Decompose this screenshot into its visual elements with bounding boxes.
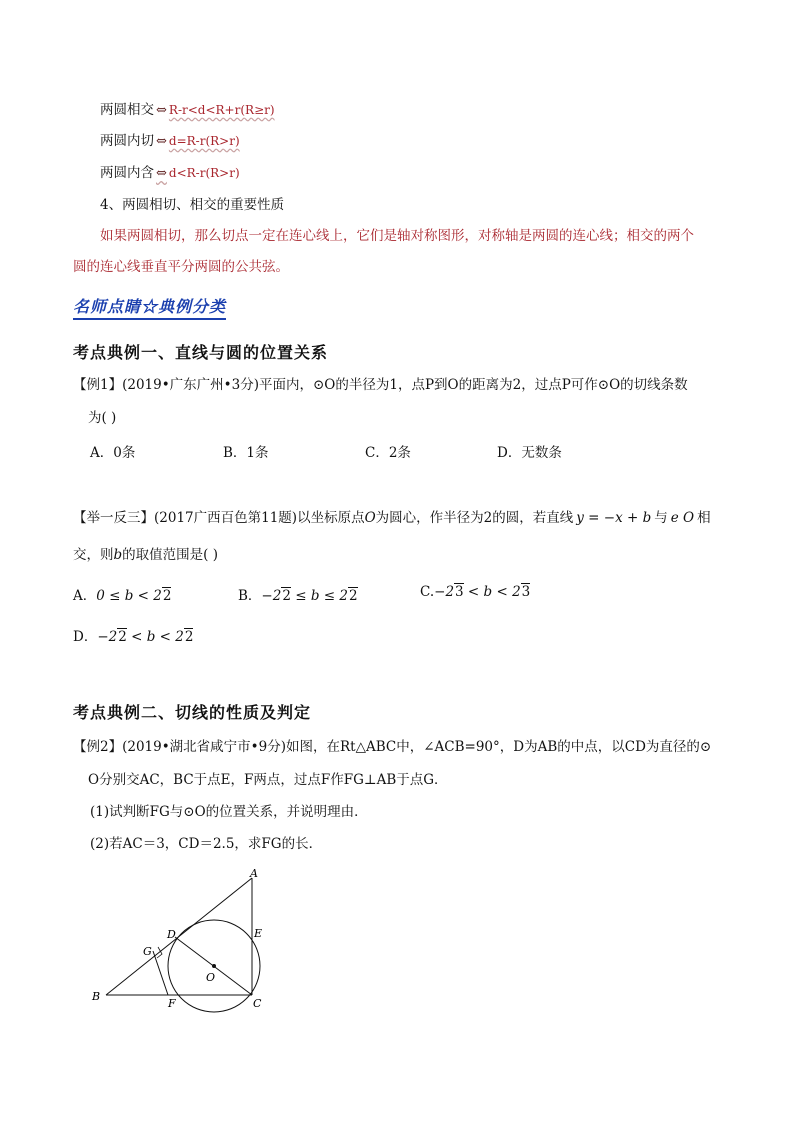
practice-option-b bbox=[238, 584, 358, 604]
relation-intersect bbox=[100, 100, 275, 121]
option-expr: −2 bbox=[97, 629, 118, 645]
practice-tag: 【举一反三】 bbox=[73, 510, 154, 526]
label-b: B bbox=[92, 990, 101, 1003]
label-f: F bbox=[168, 997, 176, 1010]
banner-heading: 名师点睛☆典例分类 bbox=[73, 294, 226, 320]
example-2-line-2: O分别交AC，BC于点E，F两点，过点F作FG⊥AB于点G． bbox=[88, 772, 448, 788]
practice-text: 的取值范围是( ) bbox=[122, 547, 218, 563]
example-2-line-1 bbox=[73, 737, 711, 757]
option-expr: < b < 2 bbox=[126, 629, 184, 645]
option-expr: −2 bbox=[434, 584, 455, 600]
label-g: G bbox=[143, 945, 152, 958]
practice-text: 与 bbox=[654, 510, 668, 526]
option-expr: −2 bbox=[261, 588, 282, 604]
example-1-text: (2019•广东广州•3分)平面内，⊙O的半径为1，点P到O的距离为2，过点P可作⊙O的切线条数 bbox=[122, 377, 688, 393]
example-1-tag: 【例1】 bbox=[73, 377, 123, 393]
circle-symbol: e O bbox=[670, 510, 695, 526]
sqrt-radicand: 2 bbox=[162, 588, 172, 604]
label-d: D bbox=[167, 928, 176, 941]
sqrt-radicand: 2 bbox=[282, 588, 291, 604]
option-label: D． bbox=[73, 629, 98, 645]
label-a: A bbox=[250, 867, 258, 880]
sqrt-radicand: 2 bbox=[118, 629, 127, 645]
practice-option-a bbox=[73, 584, 171, 604]
practice-option-d bbox=[73, 625, 193, 645]
geometry-figure bbox=[88, 865, 288, 1040]
option-b: B．1条 bbox=[223, 445, 269, 461]
example-1-line-1 bbox=[73, 375, 688, 395]
line-equation: y = −x + b bbox=[576, 510, 652, 526]
example-2-question-2: (2)若AC＝3，CD＝2.5，求FG的长． bbox=[90, 836, 323, 852]
sqrt-radicand: 3 bbox=[455, 584, 464, 600]
label-o: O bbox=[206, 971, 216, 984]
property-text-line-2: 圆的连心线垂直平分两圆的公共弦。 bbox=[73, 259, 289, 275]
label-c: C bbox=[253, 997, 262, 1010]
option-d: D．无数条 bbox=[497, 445, 562, 461]
var-b: b bbox=[113, 547, 123, 563]
example-2-tag: 【例2】 bbox=[73, 739, 123, 755]
relation-label: 两圆内切 bbox=[100, 133, 154, 149]
var-o: O bbox=[364, 510, 376, 526]
relation-condition: R-r<d<R+r(R≥r) bbox=[168, 103, 275, 117]
practice-line-1 bbox=[73, 508, 711, 528]
option-expr: 0 ≤ b < 2 bbox=[96, 588, 162, 604]
practice-text: 交，则 bbox=[73, 547, 114, 563]
sqrt-radicand: 3 bbox=[521, 584, 531, 600]
example-2-text: (2019•湖北省咸宁市•9分)如图，在Rt△ABC中，∠ACB=90°，D为AB的中点，以CD为直径的⊙ bbox=[122, 739, 712, 755]
practice-text: 为圆心，作半径为2的圆，若直线 bbox=[375, 510, 574, 526]
relation-label: 两圆相交 bbox=[100, 102, 154, 118]
example-2-question-1: (1)试判断FG与⊙O的位置关系，并说明理由． bbox=[90, 804, 368, 820]
property-title: 4、两圆相切、相交的重要性质 bbox=[100, 197, 285, 213]
label-e: E bbox=[254, 927, 263, 940]
center-point bbox=[212, 964, 216, 968]
practice-text: 相 bbox=[697, 510, 711, 526]
relation-label: 两圆内含 bbox=[100, 165, 154, 181]
relation-condition: d=R-r(R>r) bbox=[168, 134, 240, 148]
option-label: C. bbox=[420, 584, 435, 600]
section-heading-1: 考点典例一、直线与圆的位置关系 bbox=[73, 343, 329, 362]
practice-option-c bbox=[420, 584, 530, 600]
practice-text: (2017广西百色第11题)以坐标原点 bbox=[154, 510, 365, 526]
relation-condition: d<R-r(R>r) bbox=[168, 166, 240, 180]
option-expr: ≤ b ≤ 2 bbox=[290, 588, 348, 604]
relation-internal-tangent bbox=[100, 131, 240, 152]
practice-line-2 bbox=[73, 545, 218, 565]
option-c: C．2条 bbox=[365, 445, 411, 461]
option-a: A．0条 bbox=[90, 445, 136, 461]
equivalence-arrow-icon: ⇔ bbox=[156, 103, 167, 118]
property-text-line-1: 如果两圆相切，那么切点一定在连心线上，它们是轴对称图形，对称轴是两圆的连心线；相交的两个 bbox=[100, 228, 694, 244]
option-expr: < b < 2 bbox=[463, 584, 521, 600]
sqrt-radicand: 2 bbox=[184, 629, 194, 645]
sqrt-radicand: 2 bbox=[348, 588, 358, 604]
option-label: B． bbox=[238, 588, 262, 604]
equivalence-arrow-icon: ⇔ bbox=[156, 134, 167, 149]
example-1-line-2: 为( ) bbox=[88, 410, 117, 426]
equivalence-arrow-icon: ⇔ bbox=[156, 166, 167, 181]
relation-contained bbox=[100, 163, 240, 184]
section-heading-2: 考点典例二、切线的性质及判定 bbox=[73, 703, 312, 722]
option-label: A． bbox=[73, 588, 97, 604]
segment-fg bbox=[153, 951, 168, 995]
